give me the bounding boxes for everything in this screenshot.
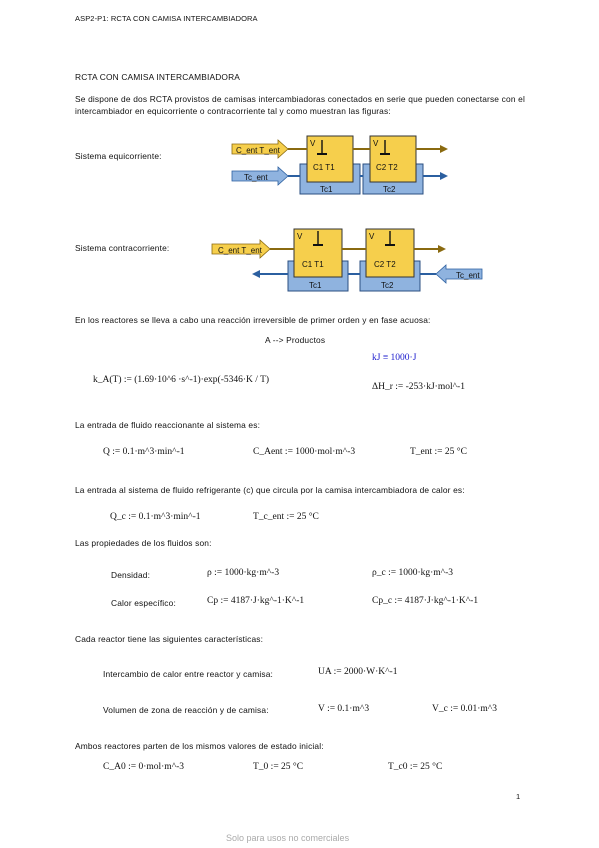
rate-constant-equation: k_A(T) := (1.69·10^6 ·s^-1)·exp(-5346·K / T)	[93, 375, 270, 385]
kj-definition: kJ ≡ 1000·J	[372, 353, 417, 363]
coolant-inlet-label: Tc_ent	[456, 271, 480, 280]
watermark-footer: Solo para usos no comerciales	[226, 833, 350, 843]
density-label: Densidad:	[111, 570, 151, 580]
feed-flowrate: Q := 0.1·m^3·min^-1	[103, 447, 185, 457]
jacket-2-label: Tc2	[383, 185, 396, 194]
reactor-1-label: C1 T1	[313, 163, 335, 172]
properties-intro: Las propiedades de los fluidos son:	[75, 538, 212, 548]
initial-jacket-temperature: T_c0 := 25 °C	[388, 762, 443, 772]
density-equation: ρ := 1000·kg·m^-3	[207, 568, 280, 578]
feed-outlet-arrowhead	[438, 245, 446, 253]
page-number: 1	[516, 792, 521, 801]
cp-label: Calor específico:	[111, 598, 176, 608]
feed-inlet-label: C_ent T_ent	[236, 146, 280, 155]
reactor-2-label: C2 T2	[374, 260, 396, 269]
cp-equation: Cp := 4187·J·kg^-1·K^-1	[207, 596, 305, 606]
coolant-flowrate: Q_c := 0.1·m^3·min^-1	[110, 512, 201, 522]
feed-inlet-label: C_ent T_ent	[218, 246, 262, 255]
co-current-diagram	[230, 132, 460, 196]
co-current-label: Sistema equicorriente:	[75, 151, 162, 161]
initial-state-intro: Ambos reactores parten de los mismos valores de estado inicial:	[75, 741, 324, 751]
feed-outlet-arrowhead	[440, 145, 448, 153]
initial-temperature: T_0 := 25 °C	[253, 762, 304, 772]
reaction-intro: En los reactores se lleva a cabo una reacción irreversible de primer orden y en fase acuosa:	[75, 315, 431, 325]
jacket-1-label: Tc1	[320, 185, 333, 194]
reactor-1-label: C1 T1	[302, 260, 324, 269]
page-header: ASP2-P1: RCTA CON CAMISA INTERCAMBIADORA	[75, 14, 258, 23]
svg-text:V: V	[297, 232, 303, 241]
feed-intro: La entrada de fluido reaccionante al sistema es:	[75, 420, 261, 430]
coolant-intro: La entrada al sistema de fluido refrigerante (c) que circula por la camisa intercambiadora de calor es:	[75, 485, 465, 495]
characteristics-intro: Cada reactor tiene las siguientes características:	[75, 634, 264, 644]
intro-paragraph: Se dispone de dos RCTA provistos de camisas intercambiadoras conectados en serie que pueden conectarse con el intercambiador en equicorriente o contracorriente tal y como muestran las figuras:	[75, 94, 525, 116]
ua-label: Intercambio de calor entre reactor y camisa:	[103, 669, 273, 679]
jacket-2-label: Tc2	[381, 281, 394, 290]
section-title: RCTA CON CAMISA INTERCAMBIADORA	[75, 72, 241, 82]
coolant-outlet-arrowhead	[252, 270, 260, 278]
coolant-cp-equation: Cp_c := 4187·J·kg^-1·K^-1	[372, 596, 479, 606]
svg-text:V: V	[373, 139, 379, 148]
feed-temperature: T_ent := 25 °C	[410, 447, 467, 457]
coolant-inlet-label: Tc_ent	[244, 173, 268, 182]
ua-equation: UA := 2000·W·K^-1	[318, 667, 398, 677]
svg-text:V: V	[369, 232, 375, 241]
counter-current-label: Sistema contracorriente:	[75, 243, 170, 253]
coolant-temperature: T_c_ent := 25 °C	[253, 512, 319, 522]
counter-current-diagram	[210, 225, 485, 295]
volume-equation: V := 0.1·m^3	[318, 704, 370, 714]
jacket-volume-equation: V_c := 0.01·m^3	[432, 704, 497, 714]
reactor-2-label: C2 T2	[376, 163, 398, 172]
reaction-equation: A --> Productos	[265, 335, 326, 345]
jacket-1-label: Tc1	[309, 281, 322, 290]
volume-label: Volumen de zona de reacción y de camisa:	[103, 705, 269, 715]
coolant-density-equation: ρ_c := 1000·kg·m^-3	[372, 568, 454, 578]
initial-concentration: C_A0 := 0·mol·m^-3	[103, 762, 185, 772]
feed-concentration: C_Aent := 1000·mol·m^-3	[253, 447, 356, 457]
reaction-enthalpy: ΔH_r := -253·kJ·mol^-1	[372, 382, 465, 392]
svg-text:V: V	[310, 139, 316, 148]
coolant-outlet-arrowhead	[440, 172, 448, 180]
